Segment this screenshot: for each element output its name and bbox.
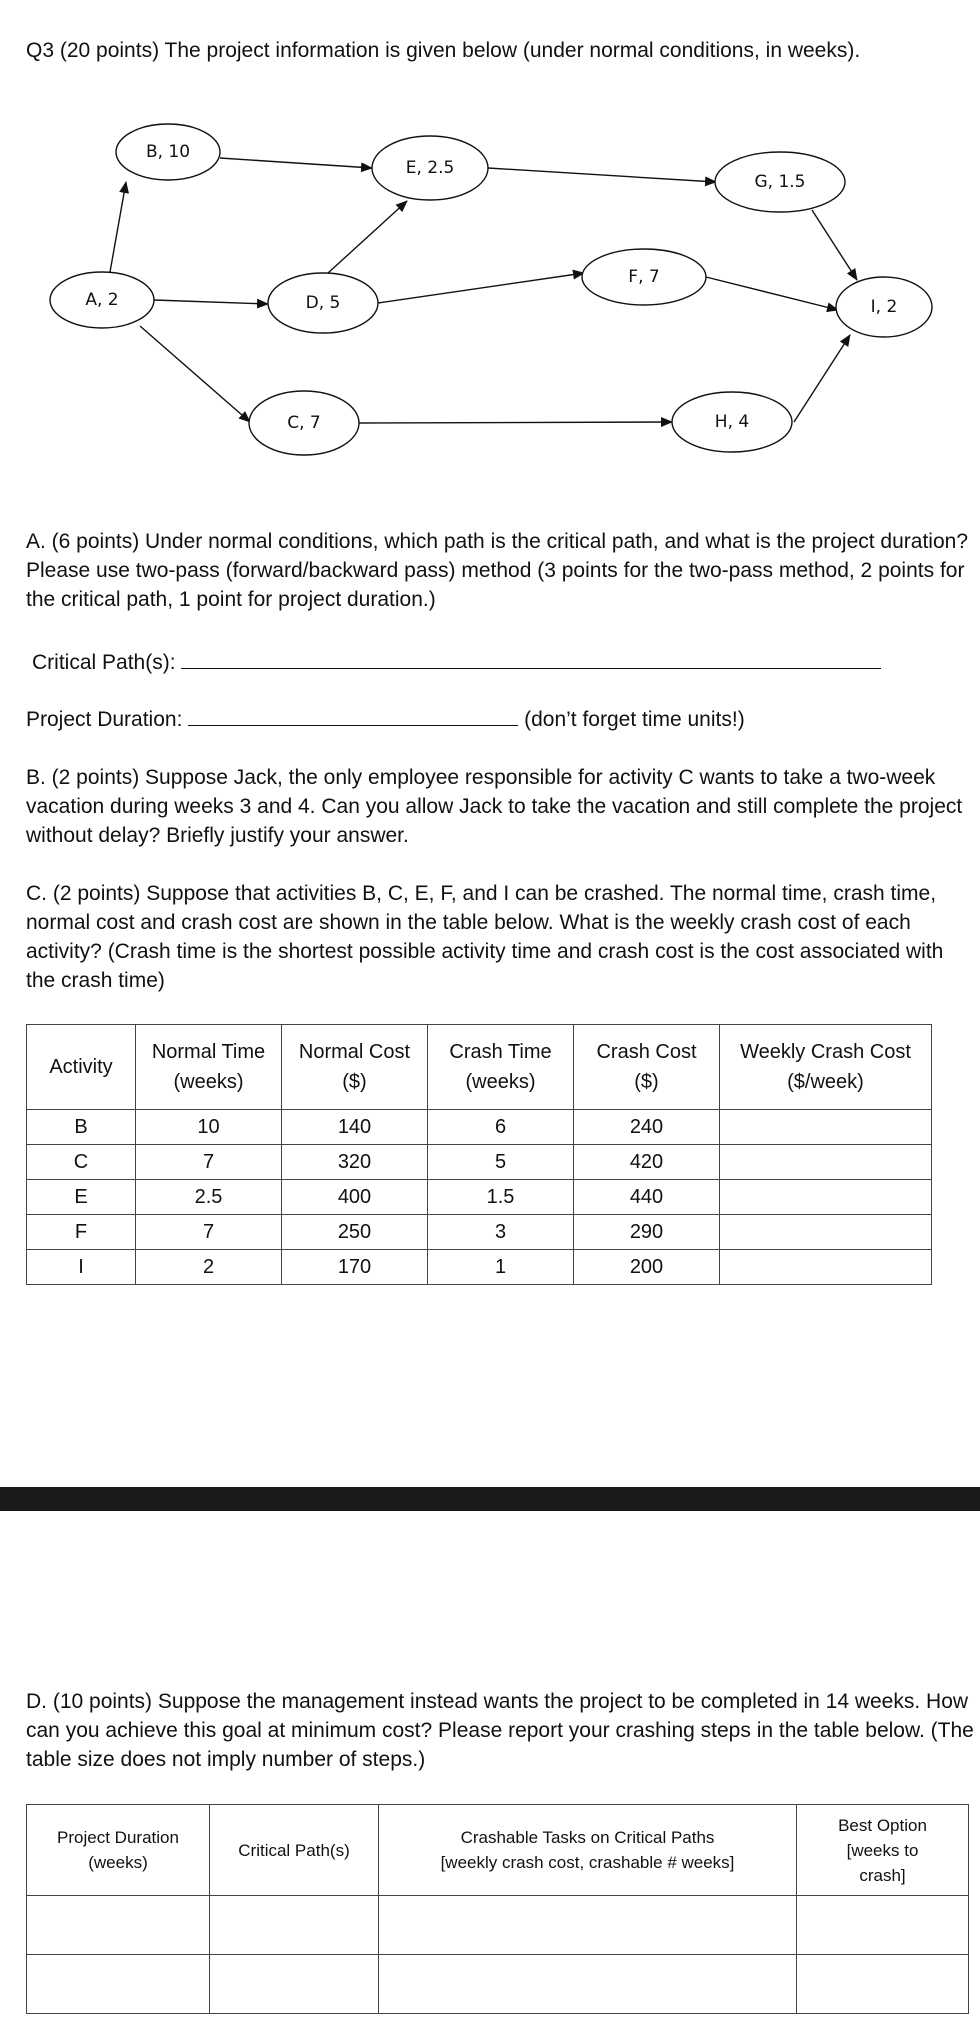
node-label: F, 7: [628, 267, 660, 287]
node-label: C, 7: [287, 413, 321, 433]
critical-path-line: [32, 648, 892, 677]
table-row: [27, 1145, 932, 1180]
cell-activity: E: [27, 1180, 136, 1215]
part-c-text: C. (2 points) Suppose that activities B, C, E, F, and I can be crashed. The normal time, crash time, normal cost and crash cost are shown in the table below. What is the weekly crash cost of each activity? (Crash time is the shortest possible activity time and crash cost is the cost associated with the crash time): [26, 882, 944, 992]
cell-crash-cost: 420: [574, 1145, 720, 1180]
cell-crash-time: 3: [428, 1215, 574, 1250]
cell-activity: F: [27, 1215, 136, 1250]
header-weekly-crash-cost: Weekly Crash Cost ($/week): [720, 1025, 932, 1110]
crash-cost-table: [26, 1024, 932, 1285]
crashing-steps-table: [26, 1804, 969, 2014]
edge-c-to-h: [359, 422, 672, 423]
critical-path-answer-blank[interactable]: [181, 650, 881, 669]
cell-crashable-tasks-input[interactable]: [379, 1955, 797, 2014]
cell-normal-time: 7: [136, 1145, 282, 1180]
node-c: [249, 391, 359, 455]
page-divider: [0, 1487, 980, 1511]
cell-normal-cost: 320: [282, 1145, 428, 1180]
duration-label: Project Duration:: [26, 708, 183, 731]
edge-e-to-g: [488, 168, 716, 182]
cell-activity: I: [27, 1250, 136, 1285]
network-diagram: [0, 100, 980, 480]
table-row: [27, 1896, 969, 1955]
header-normal-time: Normal Time (weeks): [136, 1025, 282, 1110]
node-label: B, 10: [145, 142, 191, 162]
table-row: [27, 1250, 932, 1285]
cell-normal-time: 2: [136, 1250, 282, 1285]
edge-a-to-c: [140, 326, 250, 422]
duration-line: [26, 705, 886, 734]
table-row: [27, 1215, 932, 1250]
cell-weekly-crash-cost-input[interactable]: [720, 1250, 932, 1285]
node-label: G, 1.5: [754, 172, 806, 192]
cell-crash-cost: 290: [574, 1215, 720, 1250]
edge-h-to-i: [794, 335, 850, 422]
cell-crash-time: 5: [428, 1145, 574, 1180]
node-e: [372, 136, 488, 200]
node-label: I, 2: [870, 297, 898, 317]
node-f: [582, 249, 706, 305]
cell-crash-time: 1: [428, 1250, 574, 1285]
part-a-text: A. (6 points) Under normal conditions, which path is the critical path, and what is the project duration? Please use two-pass (forward/backward pass) method (3 points for the two-pass method, 2 points for the critical path, 1 point for project duration.): [26, 530, 968, 611]
node-h: [672, 392, 792, 452]
cell-critical-paths-input[interactable]: [210, 1896, 379, 1955]
table-row: [27, 1180, 932, 1215]
cell-activity: C: [27, 1145, 136, 1180]
cell-normal-time: 7: [136, 1215, 282, 1250]
header-critical-paths: Critical Path(s): [210, 1805, 379, 1896]
cell-crash-time: 6: [428, 1110, 574, 1145]
edge-d-to-f: [378, 273, 584, 303]
cell-normal-cost: 140: [282, 1110, 428, 1145]
crash-table-header-row: [27, 1025, 932, 1110]
cell-normal-time: 10: [136, 1110, 282, 1145]
edge-f-to-i: [706, 277, 838, 310]
cell-normal-cost: 250: [282, 1215, 428, 1250]
part-b-text: B. (2 points) Suppose Jack, the only employee responsible for activity C wants to take a two-week vacation during weeks 3 and 4. Can you allow Jack to take the vacation and still complete the project without delay? Briefly justify your answer.: [26, 766, 963, 847]
header-crashable-tasks: Crashable Tasks on Critical Paths [weekly crash cost, crashable # weeks]: [379, 1805, 797, 1896]
cell-weekly-crash-cost-input[interactable]: [720, 1110, 932, 1145]
node-label: H, 4: [714, 412, 750, 432]
edge-g-to-i: [812, 210, 857, 280]
part-d-text: D. (10 points) Suppose the management instead wants the project to be completed in 14 weeks. How can you achieve this goal at minimum cost? Please report your crashing steps in the table below. (The table size does not imply number of steps.): [26, 1690, 974, 1771]
cell-crashable-tasks-input[interactable]: [379, 1896, 797, 1955]
cell-weekly-crash-cost-input[interactable]: [720, 1145, 932, 1180]
edge-d-to-e: [328, 201, 407, 273]
steps-table-header-row: [27, 1805, 969, 1896]
node-label: E, 2.5: [405, 158, 455, 178]
cell-duration-input[interactable]: [27, 1896, 210, 1955]
cell-best-option-input[interactable]: [797, 1955, 969, 2014]
node-d: [268, 273, 378, 333]
node-label: D, 5: [305, 293, 341, 313]
header-best-option: Best Option [weeks to crash]: [797, 1805, 969, 1896]
cell-normal-time: 2.5: [136, 1180, 282, 1215]
question-title: Q3 (20 points) The project information is given below (under normal conditions, in weeks).: [26, 39, 861, 62]
cell-activity: B: [27, 1110, 136, 1145]
table-row: [27, 1110, 932, 1145]
cell-best-option-input[interactable]: [797, 1896, 969, 1955]
node-i: [836, 277, 932, 337]
cell-crash-cost: 200: [574, 1250, 720, 1285]
cell-critical-paths-input[interactable]: [210, 1955, 379, 2014]
duration-note: (don’t forget time units!): [524, 708, 745, 731]
cell-crash-cost: 440: [574, 1180, 720, 1215]
node-a: [50, 272, 154, 328]
node-label: A, 2: [85, 290, 119, 310]
critical-path-label: Critical Path(s):: [32, 651, 176, 674]
cell-normal-cost: 400: [282, 1180, 428, 1215]
header-crash-cost: Crash Cost ($): [574, 1025, 720, 1110]
edge-a-to-b: [110, 182, 126, 272]
node-g: [715, 152, 845, 212]
header-project-duration: Project Duration (weeks): [27, 1805, 210, 1896]
cell-crash-time: 1.5: [428, 1180, 574, 1215]
node-b: [116, 124, 220, 180]
cell-weekly-crash-cost-input[interactable]: [720, 1180, 932, 1215]
cell-normal-cost: 170: [282, 1250, 428, 1285]
header-activity: Activity: [27, 1025, 136, 1110]
table-row: [27, 1955, 969, 2014]
edge-a-to-d: [154, 300, 268, 304]
cell-duration-input[interactable]: [27, 1955, 210, 2014]
cell-weekly-crash-cost-input[interactable]: [720, 1215, 932, 1250]
header-normal-cost: Normal Cost ($): [282, 1025, 428, 1110]
cell-crash-cost: 240: [574, 1110, 720, 1145]
edge-b-to-e: [220, 158, 372, 168]
header-crash-time: Crash Time (weeks): [428, 1025, 574, 1110]
duration-answer-blank[interactable]: [188, 707, 518, 726]
